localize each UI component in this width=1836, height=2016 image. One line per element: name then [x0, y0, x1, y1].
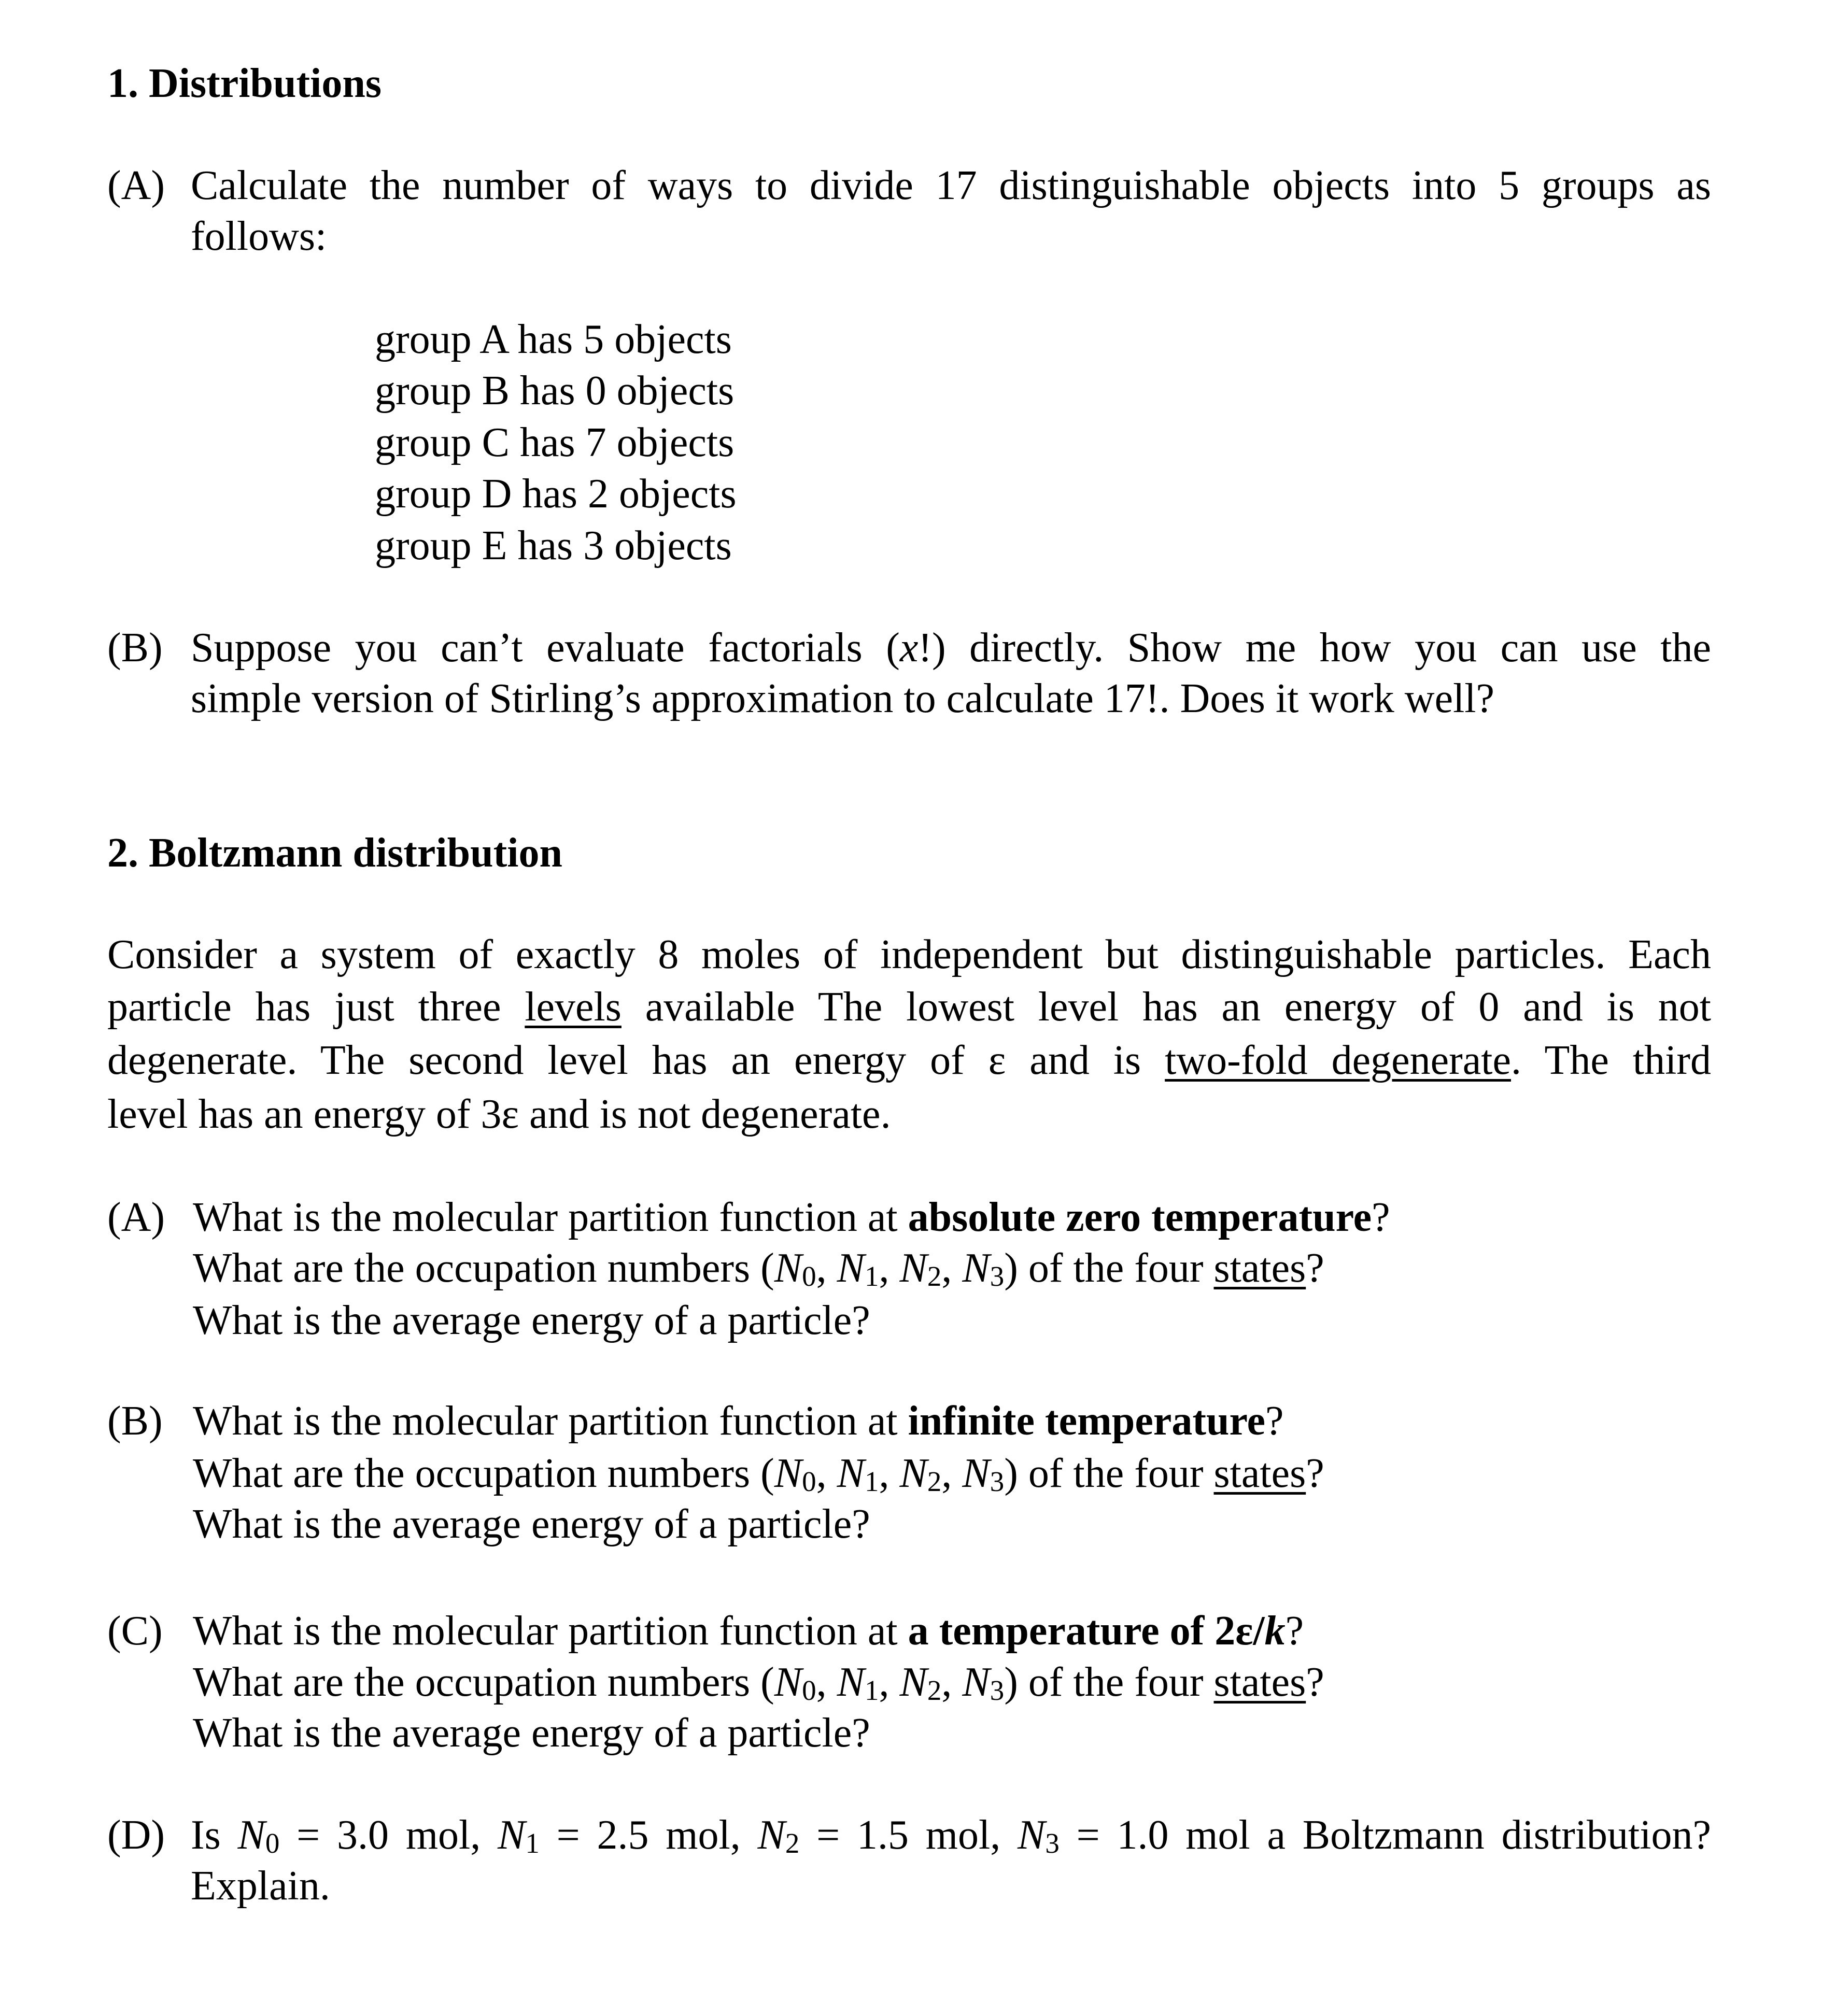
bold-italic-k: k — [1264, 1608, 1286, 1654]
text-run: , — [879, 1659, 900, 1705]
question-2c-occupation — [193, 1656, 1324, 1708]
question-2b-average: What is the average energy of a particle? — [193, 1501, 870, 1547]
text-run: , — [941, 1245, 963, 1291]
text: !) directly. Show me how you can use the — [918, 625, 1711, 671]
text-run: N — [962, 1245, 990, 1291]
text-run: What are the occupation numbers ( — [193, 1451, 774, 1496]
text-run: What are the occupation numbers ( — [193, 1659, 774, 1705]
text-run: , — [941, 1659, 963, 1705]
question-2c-label: (C) — [107, 1608, 163, 1654]
text-run: N — [1018, 1812, 1046, 1858]
group-d-line: group D has 2 objects — [375, 471, 737, 517]
text-run: = 1.5 mol, — [799, 1812, 1018, 1858]
paragraph-line-1: Consider a system of exactly 8 moles of independent but distinguishable particles. Each — [107, 932, 1711, 977]
text-run: 1 — [864, 1674, 879, 1706]
question-2a-average: What is the average energy of a particle? — [193, 1298, 870, 1343]
question-2a-occupation — [193, 1242, 1324, 1294]
text: What is the molecular partition function at — [193, 1608, 908, 1654]
text-run: ) of the four — [1004, 1659, 1204, 1705]
text-run: N — [837, 1245, 865, 1291]
text-run: 2 — [927, 1466, 942, 1497]
text-run: N — [774, 1659, 802, 1705]
text-run: What are the occupation numbers ( — [193, 1245, 774, 1291]
text-run: = 1.0 mol a Boltzmann distribution? — [1059, 1812, 1711, 1858]
text-run: N — [962, 1659, 990, 1705]
text-run: N — [774, 1245, 802, 1291]
section-2-title — [107, 827, 562, 879]
bold-text: infinite temperature — [908, 1398, 1266, 1444]
text-run: 2 — [927, 1674, 942, 1706]
question-2d-line2: Explain. — [191, 1863, 330, 1909]
text-run: states — [1213, 1451, 1306, 1496]
text: What is the molecular partition function at — [193, 1398, 908, 1444]
text-run: ? — [1306, 1245, 1324, 1291]
text-run: 1 — [864, 1260, 879, 1292]
question-1a-line2: follows: — [191, 214, 327, 259]
question-1b-line2: simple version of Stirling’s approximation to calculate 17!. Does it work well? — [191, 676, 1495, 721]
text-run: ) of the four — [1004, 1245, 1204, 1291]
paragraph-line-3 — [107, 1034, 1711, 1086]
question-1b-line1 — [191, 622, 1711, 674]
text-run: ? — [1306, 1659, 1324, 1705]
text-run: N — [774, 1451, 802, 1496]
text-run: 2 — [927, 1260, 942, 1292]
text-run: N — [757, 1812, 785, 1858]
question-2b-partition — [193, 1395, 1284, 1447]
text: ? — [1285, 1608, 1304, 1654]
text-run: N — [237, 1812, 265, 1858]
text-run: N — [899, 1451, 927, 1496]
text-run: 2 — [785, 1827, 800, 1859]
text-run: N — [899, 1659, 927, 1705]
text-run: 3 — [990, 1466, 1005, 1497]
question-2c-partition — [193, 1605, 1304, 1657]
question-2c-average: What is the average energy of a particle? — [193, 1710, 870, 1756]
text-run: , — [816, 1245, 837, 1291]
bold-text: absolute zero temperature — [908, 1195, 1372, 1240]
text-run: 3 — [990, 1674, 1005, 1706]
text-run: = 2.5 mol, — [539, 1812, 758, 1858]
variable-x: x — [899, 625, 919, 671]
text-run: 0 — [265, 1827, 280, 1859]
question-1b-label: (B) — [107, 625, 163, 671]
text-run: states — [1213, 1245, 1306, 1291]
bold-text: a temperature of 2ε/ — [908, 1608, 1265, 1654]
text-run: Is — [191, 1812, 238, 1858]
text-run: , — [879, 1451, 900, 1496]
text-run: 3 — [990, 1260, 1005, 1292]
text: ? — [1372, 1195, 1390, 1240]
text-run: , — [816, 1451, 837, 1496]
group-e-line: group E has 3 objects — [375, 523, 732, 569]
text: . The third — [1511, 1038, 1712, 1083]
paragraph-line-2 — [107, 981, 1711, 1033]
text-run: states — [1213, 1659, 1306, 1705]
text-run: 1 — [864, 1466, 879, 1497]
underlined-degenerate: two-fold degenerate — [1165, 1038, 1512, 1083]
text-run: N — [498, 1812, 526, 1858]
text-run: N — [962, 1451, 990, 1496]
text: ? — [1265, 1398, 1284, 1444]
underlined-levels: levels — [525, 984, 622, 1030]
question-2a-partition — [193, 1191, 1390, 1243]
section-1-title — [107, 58, 382, 109]
question-1a-line1: Calculate the number of ways to divide 17 distinguishable objects into 5 groups as — [191, 163, 1711, 208]
text: Suppose you can’t evaluate factorials ( — [191, 625, 900, 671]
heading-text: 2. Boltzmann distribution — [107, 830, 562, 876]
text-run: , — [941, 1451, 963, 1496]
text-run: 0 — [802, 1260, 816, 1292]
text-run: = 3.0 mol, — [279, 1812, 498, 1858]
question-2b-occupation — [193, 1447, 1324, 1499]
question-2d-label: (D) — [107, 1812, 165, 1858]
group-a-line: group A has 5 objects — [375, 317, 732, 362]
group-c-line: group C has 7 objects — [375, 420, 735, 465]
text-run: ? — [1306, 1451, 1324, 1496]
text: available The lowest level has an energy of 0 and is not — [645, 984, 1712, 1030]
text: degenerate. The second level has an energy of ε and is — [107, 1038, 1141, 1083]
text: What is the molecular partition function at — [193, 1195, 908, 1240]
text-run: , — [879, 1245, 900, 1291]
text-run: N — [837, 1659, 865, 1705]
question-2a-label: (A) — [107, 1195, 165, 1240]
group-b-line: group B has 0 objects — [375, 368, 735, 414]
text-run: 0 — [802, 1466, 816, 1497]
text-run: 0 — [802, 1674, 816, 1706]
text-run: 1 — [525, 1827, 540, 1859]
text-run: ) of the four — [1004, 1451, 1204, 1496]
question-2d-line1 — [191, 1809, 1711, 1861]
question-1a-label: (A) — [107, 163, 165, 208]
text: particle has just three — [107, 984, 501, 1030]
text-run: , — [816, 1659, 837, 1705]
question-2b-label: (B) — [107, 1398, 163, 1444]
paragraph-line-4: level has an energy of 3ε and is not degenerate. — [107, 1091, 891, 1137]
heading-text: 1. Distributions — [107, 61, 382, 106]
text-run: N — [837, 1451, 865, 1496]
text-run: 3 — [1045, 1827, 1060, 1859]
text-run: N — [899, 1245, 927, 1291]
